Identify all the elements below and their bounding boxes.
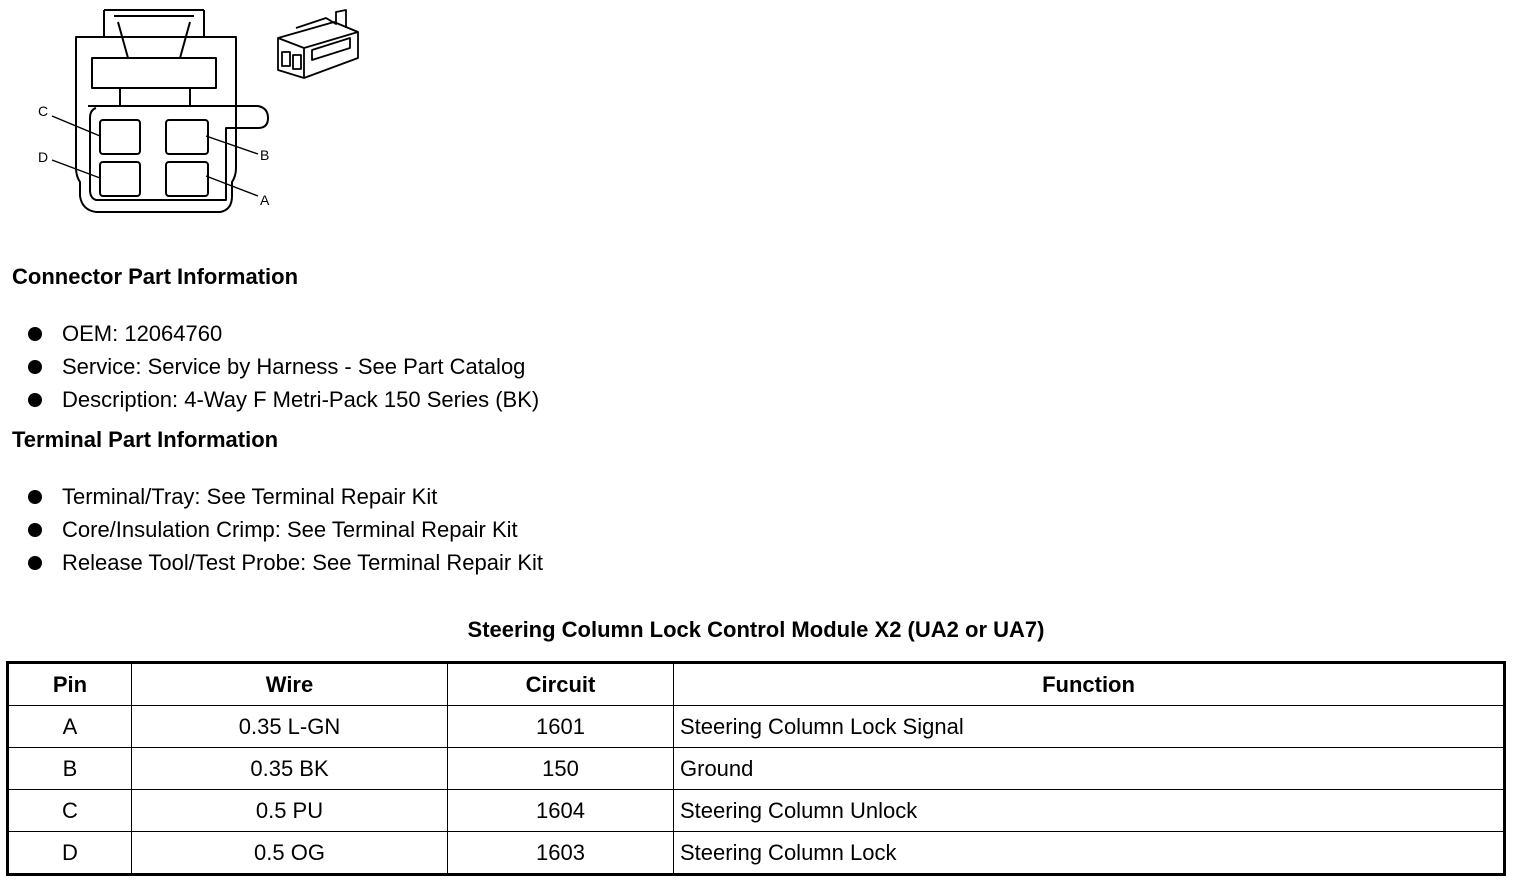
table-row — [8, 790, 1505, 832]
cavity-b — [166, 120, 208, 154]
terminal-info-list — [28, 480, 543, 579]
cell-pin: D — [8, 832, 132, 875]
list-item — [28, 317, 539, 350]
cell-circuit: 150 — [448, 748, 674, 790]
list-item — [28, 480, 543, 513]
list-item — [28, 350, 539, 383]
cell-circuit: 1603 — [448, 832, 674, 875]
cell-pin: C — [8, 790, 132, 832]
list-item-text: Core/Insulation Crimp: See Terminal Repair Kit — [62, 517, 518, 542]
list-item-text: Release Tool/Test Probe: See Terminal Repair Kit — [62, 550, 543, 575]
table-row — [8, 832, 1505, 875]
list-item-text: Description: 4-Way F Metri-Pack 150 Series (BK) — [62, 387, 540, 412]
list-item-text: OEM: 12064760 — [62, 321, 223, 346]
bullet-icon — [28, 360, 42, 374]
pin-label-b: B — [260, 147, 270, 163]
column-header-pin: Pin — [8, 663, 132, 706]
cell-function: Ground — [674, 748, 1505, 790]
pinout-table — [6, 661, 1506, 876]
cell-circuit: 1604 — [448, 790, 674, 832]
cell-pin: B — [8, 748, 132, 790]
pin-label-c: C — [38, 103, 49, 119]
bullet-icon — [28, 490, 42, 504]
connector-latch — [104, 10, 204, 58]
list-item — [28, 546, 543, 579]
cell-wire: 0.5 OG — [132, 832, 448, 875]
bullet-icon — [28, 393, 42, 407]
list-item-text: Service: Service by Harness - See Part Catalog — [62, 354, 526, 379]
cell-wire: 0.35 BK — [132, 748, 448, 790]
cell-function: Steering Column Lock Signal — [674, 706, 1505, 748]
cell-function: Steering Column Lock — [674, 832, 1505, 875]
connector-face-diagram — [0, 0, 380, 230]
list-item — [28, 383, 539, 416]
list-item-text: Terminal/Tray: See Terminal Repair Kit — [62, 484, 438, 509]
cell-circuit: 1601 — [448, 706, 674, 748]
table-row — [8, 706, 1505, 748]
cavity-c — [100, 120, 140, 154]
connector-info-heading: Connector Part Information — [12, 264, 299, 289]
table-header-row — [8, 663, 1505, 706]
terminal-info-heading: Terminal Part Information — [12, 427, 279, 452]
list-item — [28, 513, 543, 546]
cell-wire: 0.35 L-GN — [132, 706, 448, 748]
cavity-a — [166, 162, 208, 196]
connector-latch-cap — [92, 58, 216, 88]
table-row — [8, 748, 1505, 790]
column-header-circuit: Circuit — [448, 663, 674, 706]
pin-label-d: D — [38, 149, 49, 165]
bullet-icon — [28, 523, 42, 537]
bullet-icon — [28, 556, 42, 570]
leader-line-b — [206, 136, 258, 154]
cell-pin: A — [8, 706, 132, 748]
bullet-icon — [28, 327, 42, 341]
connector-isometric-thumbnail — [278, 10, 358, 78]
column-header-wire: Wire — [132, 663, 448, 706]
table-title: Steering Column Lock Control Module X2 (UA2 or UA7) — [467, 617, 1045, 642]
connector-info-list — [28, 317, 539, 416]
column-header-function: Function — [674, 663, 1505, 706]
pin-label-a: A — [260, 192, 270, 208]
cell-function: Steering Column Unlock — [674, 790, 1505, 832]
cell-wire: 0.5 PU — [132, 790, 448, 832]
cavity-d — [100, 162, 140, 196]
